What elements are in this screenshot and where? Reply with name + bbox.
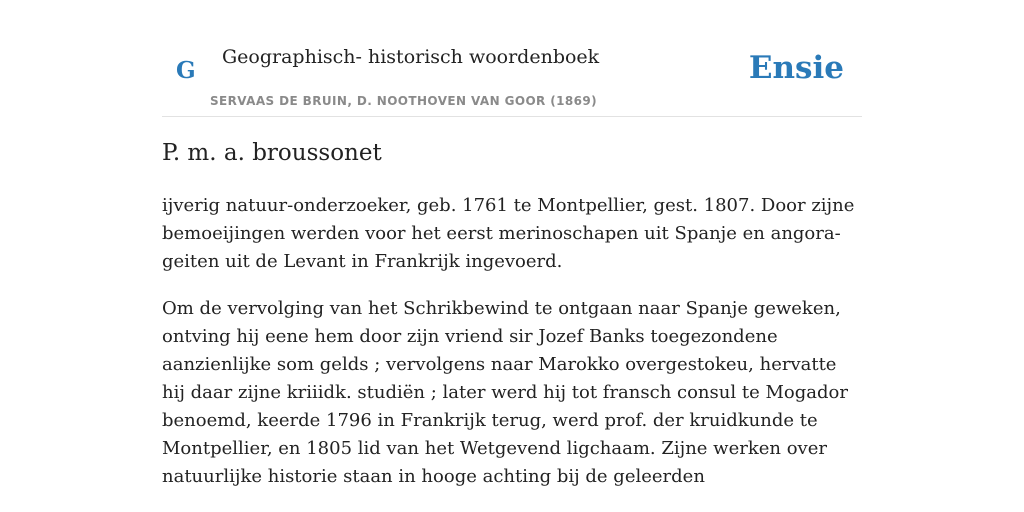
book-header bbox=[162, 0, 862, 117]
book-title: Geographisch- historisch woordenboek bbox=[222, 46, 600, 68]
ensie-brand-link[interactable]: Ensie bbox=[748, 50, 844, 86]
entry-body bbox=[162, 192, 862, 510]
book-initial-logo: G bbox=[176, 57, 196, 84]
entry-title: P. m. a. broussonet bbox=[162, 140, 382, 166]
book-author: SERVAAS DE BRUIN, D. NOOTHOVEN VAN GOOR (1869) bbox=[210, 94, 598, 108]
entry-paragraph: Om de vervolging van het Schrikbewind te ontgaan naar Spanje geweken, ontving hij eene hem door zijn vriend sir Jozef Banks toegezondene aanzienlijke som gelds ; vervolgens naar Marokko overgestokeu, hervatte hij daar zijne kriiidk. studiën ; later werd hij tot fransch consul te Mogador benoemd, keerde 1796 in Frankrijk terug, werd prof. der kruidkunde te Montpellier, en 1805 lid van het Wetgevend ligchaam. Zijne werken over natuurlijke historie staan in hooge achting bij de geleerden bbox=[162, 298, 848, 487]
entry-paragraph: ijverig natuur-onderzoeker, geb. 1761 te Montpellier, gest. 1807. Door zijne bemoeijingen werden voor het eerst merinoschapen uit Spanje en angora-geiten uit de Levant in Frankrijk ingevoerd. bbox=[162, 195, 855, 272]
